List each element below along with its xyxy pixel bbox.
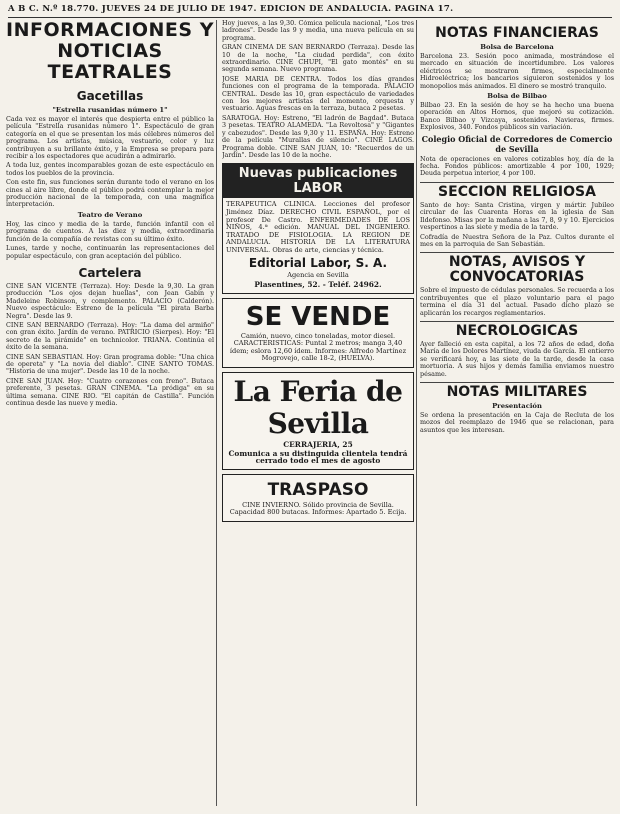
article-subtitle: Teatro de Verano [77, 210, 143, 219]
notas-militares-heading: NOTAS MILITARES [420, 382, 614, 400]
ad-se-vende-text: Camión, nuevo, cinco toneladas, motor diesel. CARACTERISTICAS: Puntal 2 metros; manga 3,40 ídem; eslora 12,60 ídem. Informes: Alfredo Martínez Mogrovejo, calle 18-2, (HUELVA). [229, 331, 407, 363]
column-listings-and-ads [222, 20, 414, 808]
bolsa-bilbao-subtitle: Bolsa de Bilbao [487, 92, 547, 101]
ad-feria-sevilla [222, 372, 414, 470]
article-paragraph: Sobre el impuesto de cédulas personales. Se recuerda a los contribuyentes que el plazo voluntario para el pago termina el día 31 del actual. Pasado dicho plazo se aplicarán los recargos reglamentarios. [420, 286, 614, 317]
ad-feria-text: Comunica a su distinguida clientela tendrá cerrado todo el mes de agosto [228, 448, 408, 466]
ad-feria-title: La Feria de Sevilla [233, 375, 403, 441]
listing-paragraph: JOSE MARIA DE CENTRA. Todos los días grandes funciones con el programa de la temporada. PALACIO CENTRAL. Desde las 10, gran espectáculo de variedades con los mejores artistas del momento, orquesta y vestuario. Aguas frescas en la terraza, butaca 2 pesetas. [222, 74, 414, 113]
ad-labor-brand: Editorial Labor, S. A. [248, 256, 388, 271]
article-paragraph: Con este fin, sus funciones serán durante todo el verano en los cines al aire libre, donde el público podrá contemplar la mejor producción nacional de la temporada, con una magnífica interpretación. [6, 178, 214, 209]
article-paragraph: Nota de operaciones en valores cotizables hoy, día de la fecha. Fondos públicos: amortizable 4 por 100, 1929; Deuda perpetua interior, 4 por 100. [420, 154, 614, 178]
column-notices [420, 20, 614, 808]
gacetillas-heading: Gacetillas [76, 89, 144, 103]
necrologicas-heading: NECROLOGICAS [420, 321, 614, 339]
presentacion-subtitle: Presentación [492, 401, 542, 410]
page-masthead: A B C. N.º 18.770. JUEVES 24 DE JULIO DE 1947. EDICION DE ANDALUCIA. PAGINA 17. [8, 4, 612, 18]
ad-labor-text: TERAPEUTICA CLINICA. Lecciones del profesor Jiménez Díaz. DERECHO CIVIL ESPAÑOL, por el profesor De Castro. ENFERMEDADES DE LOS NIÑOS, 4.ª edición. MANUAL DEL INGENIERO. TRATADO DE FISIOLOGIA. LA REGION DE ANDALUCIA. HISTORIA DE LA LITERATURA UNIVERSAL. Obras de arte, ciencias y técnica. [226, 200, 410, 254]
colegio-subtitle: Colegio Oficial de Corredores de Comercio de Sevilla [421, 133, 613, 154]
notas-financieras-heading: NOTAS FINANCIERAS [435, 25, 599, 41]
listing-paragraph: Hoy jueves, a las 9,30. Cómica película nacional, "Los tres ladrones". Desde las 9 y media, una nueva película en su programa. [222, 20, 414, 42]
ad-se-vende-title: SE VENDE [245, 301, 391, 332]
listing-paragraph: CINE SAN BERNARDO (Terraza). Hoy: "La dama del armiño" con gran éxito. Jardín de verano. PATRICIO (Sierpes). Hoy: "El secreto de la pirámide" en technicolor. TRIANA. Continúa el éxito de la semana. [6, 320, 214, 352]
ad-labor-address: Plasentines, 52. - Teléf. 24962. [254, 280, 382, 290]
ad-traspaso [222, 474, 414, 522]
ad-feria-address: CERRAJERIA, 25 [283, 440, 353, 450]
article-paragraph: A toda luz, gentes incomparables gozan de este espectáculo en todos los pueblos de la provincia. [6, 161, 214, 177]
column-divider [416, 20, 417, 806]
notas-avisos-heading: NOTAS, AVISOS Y CONVOCATORIAS [420, 252, 614, 285]
article-paragraph: Se ordena la presentación en la Caja de Recluta de los mozos del reemplazo de 1946 que se relacionan, para asuntos que les interesan. [420, 410, 614, 434]
column-divider [216, 20, 217, 806]
ad-labor [222, 163, 414, 293]
ad-traspaso-text: CINE INVIERNO. Sólido provincia de Sevilla. Capacidad 800 butacas. Informes: Apartado 5. Ecija. [229, 500, 407, 517]
article-paragraph: Santo de hoy: Santa Cristina, virgen y mártir. Jubileo circular de las Cuarenta Horas en la iglesia de San Ildefonso. Misas por la mañana a las 7, 8, 9 y 10. Ejercicios vespertinos a las siete y media de la tarde. [420, 200, 614, 232]
article-paragraph: Barcelona 23. Sesión poco animada, mostrándose el mercado en situación de incertidumbre. Los valores eléctricos se mostraron firmes, especialmente Hidroeléctrica; los bancarios siguieron sostenidos y los monopolios más animados. El dinero se mostró tranquilo. [420, 52, 614, 90]
listing-paragraph: GRAN CINEMA DE SAN BERNARDO (Terraza). Desde las 10 de la noche, "La ciudad perdida", con éxito extraordinario. CINE CHUPI, "El gato montés" en su segunda semana. Nuevo programa. [222, 43, 414, 74]
section-title-line1: INFORMACIONES Y NOTICIAS [6, 20, 214, 62]
bolsa-barcelona-subtitle: Bolsa de Barcelona [480, 43, 554, 51]
listing-paragraph: CINE SAN JUAN. Hoy: "Cuatro corazones con freno". Butaca preferente, 3 pesetas. GRAN CINEMA. "La pródiga" en su última semana. CINE RIO. "El capitán de Castilla". Función continua desde las nueve y media. [6, 376, 214, 407]
seccion-religiosa-heading: SECCION RELIGIOSA [420, 182, 614, 200]
article-paragraph: Lunes, tarde y noche, continuarán las representaciones del popular espectáculo, con gran aceptación del público. [6, 244, 214, 260]
listing-paragraph: SARATOGA. Hoy: Estreno, "El ladrón de Bagdad". Butaca 3 pesetas. TEATRO ALAMEDA. "La Revoltosa" y "Gigantes y cabezudos". Desde las 9,30 y 11. ESPAÑA. Hoy: Estreno de la película "Murallas de silencio". CINE LAGOS. Programa doble. CINE SAN JUAN, 10: "Recuerdos de un Jardín". Desde las 10 de la noche. [222, 113, 414, 159]
cartelera-heading: Cartelera [78, 265, 142, 280]
listing-paragraph: CINE SAN VICENTE (Terraza). Hoy: Desde la 9,30. La gran producción "Los ojos dejan huellas", con Jean Gabin y Madeleine Robinson, y complemento. PALACIO (Calderón). Nuevo espectáculo: Estreno de la película "El pirata Barba Negra". Desde las 9. [6, 281, 214, 320]
ad-traspaso-title: TRASPASO [267, 479, 369, 500]
section-title-line2: TEATRALES [47, 61, 173, 83]
article-subtitle: "Estrella rusanidas número 1" [52, 106, 168, 114]
column-theatre-news [6, 20, 214, 808]
article-paragraph: Cofradía de Nuestra Señora de la Paz. Cultos durante el mes en la parroquia de San Sebastián. [420, 232, 614, 248]
listing-paragraph: CINE SAN SEBASTIAN. Hoy: Gran programa doble: "Una chica de opereta" y "La novia del diablo". CINE SANTO TOMAS. "Historia de una mujer". Desde las 10 de la noche. [6, 352, 214, 376]
article-paragraph: Bilbao 23. En la sesión de hoy se ha hecho una buena operación en Altos Hornos, que mejoró su cotización. Banco Bilbao y Vizcaya, sostenidos. Navieras, firmes. Explosivos, 340. Fondos públicos sin variación. [420, 101, 614, 132]
article-paragraph: Hoy, las cinco y media de la tarde, función infantil con el programa de cuentos. A las diez y media, extraordinaria función de la compañía de revistas con su último éxito. [6, 219, 214, 243]
ad-labor-branch: Agencia en Sevilla [287, 271, 349, 280]
ad-labor-title: Nuevas publicaciones LABOR [223, 164, 413, 198]
ad-se-vende [222, 298, 414, 368]
article-paragraph: Ayer falleció en esta capital, a los 72 años de edad, doña María de los Dolores Martínez, viuda de García. El entierro se verificará hoy, a las siete de la tarde, desde la casa mortuoria. A sus hijos y demás familia enviamos nuestro pésame. [420, 339, 614, 378]
article-paragraph: Cada vez es mayor el interés que despierta entre el público la película "Estrella rusanidas número 1". Espectáculo de gran categoría en el que se presentan los más célebres números del programa. Los artistas, música, vestuario, color y luz contribuyen a su brillante éxito, y la Empresa se prepara para recibir a los espectadores que acudirán a admirarlo. [6, 115, 214, 161]
